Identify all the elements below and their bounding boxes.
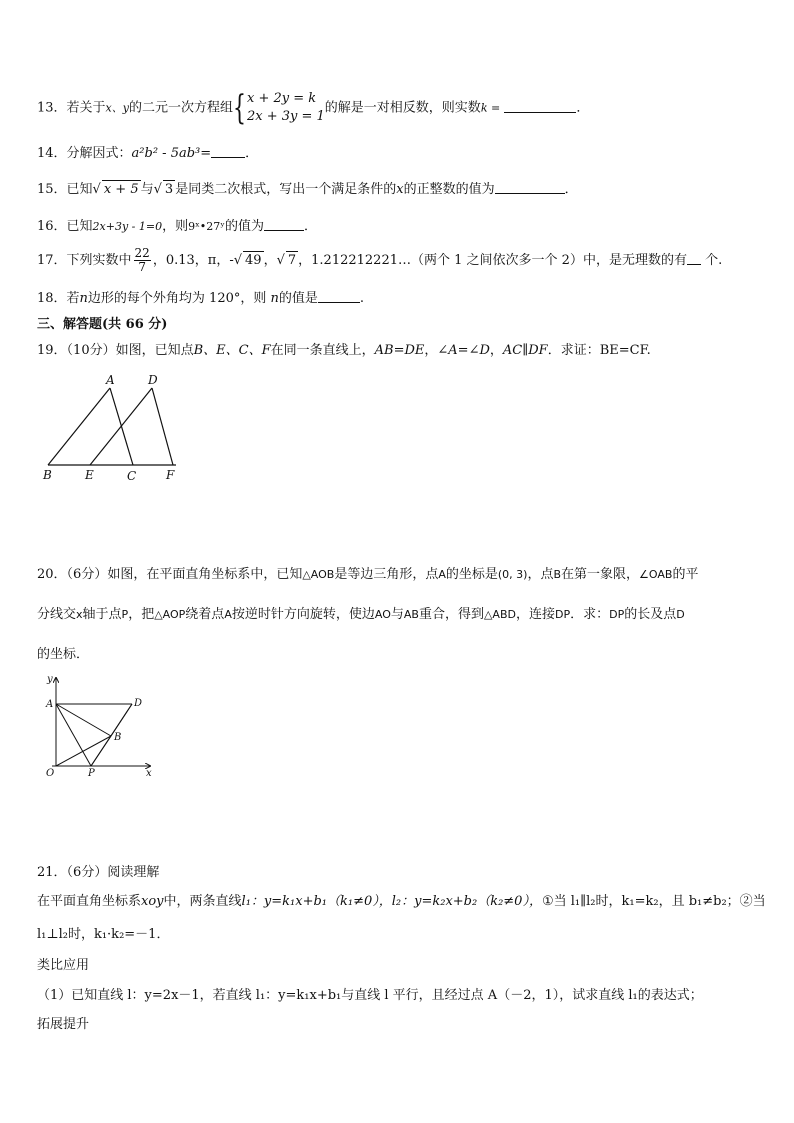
question-17: 17．下列实数中 $\frac{22}{7}$ ，0.13，π，-√ 49 ，√ 7 ，1.212212221…（两个 1 之间依次多一个 2）中，是无理数的有 个. [37,246,723,274]
label-b-fig20: B [114,732,122,743]
q15-radicand-2: 3 [164,182,174,197]
q18-mid: 边形的每个外角均为 120°，则 [87,291,267,306]
q20-text-2c: ，把 [128,607,155,622]
figure-20 [38,672,163,782]
q20-text-2i: ．求： [570,607,610,622]
q20-segment-dp: DP [555,608,571,621]
q15-prefix: 15．已知 [37,182,93,197]
q13-suffix: 的解是一对相反数，则实数 [324,100,481,116]
q15-with: 与 [140,182,154,197]
answer-blank-14[interactable] [211,145,245,158]
q21-text-1a: 在平面直角坐标系 [37,894,142,909]
label-c: C [127,469,137,483]
figure-19 [38,370,188,485]
segment-ob [56,736,111,766]
q18-prefix: 18．若 [37,291,80,306]
q20-coord-a: (0, 3) [497,568,528,581]
q14-equals: = [200,146,212,161]
q16-suffix: 的值为 [224,219,264,234]
q19-prefix: 19．（10分）如图，已知点 [37,343,194,358]
q13-end: ． [576,100,590,116]
q18-var: n [79,291,88,306]
q13-vars: x、y [105,101,129,115]
q20-text-2h: ，连接 [515,607,555,622]
q17-prefix: 17．下列实数中 [37,253,132,268]
q20-point-b: B [553,568,562,581]
q16-prefix: 16．已知 [37,219,93,234]
label-b: B [43,468,52,482]
q21-xoy: xoy [141,894,164,909]
q21-text-1b: 中，两条直线 [163,894,242,909]
q20-text-2f: 与 [390,607,404,622]
q15-var: x [396,182,404,197]
q17-separator: ， [263,253,277,268]
fraction-22-7 [134,247,151,274]
q18-var-2: n [270,291,279,306]
q20-text-1c: 的坐标是 [445,567,498,582]
q20-triangle-aop: △AOP [154,608,186,621]
label-d-fig20: D [134,698,143,709]
question-13 [37,90,589,126]
q19-points: B、E、C、F [193,343,271,358]
q21-text-1c: ①当 l₁∥l₂时，k₁=k₂，且 b₁≠b₂；②当 [541,894,766,909]
question-16 [37,218,317,236]
q20-point-d: D [676,608,685,621]
q20-segment-dp-2: DP [609,608,625,621]
q20-text-2a: 分线交 [37,607,77,622]
sqrt-49: 49 [245,253,262,268]
equation-2: 2x + 3y = 1 [246,109,325,124]
segment-ab [48,388,110,465]
question-21-para-2: l₁⊥l₂时，k₁·k₂=－1． [37,927,170,942]
q20-text-1f: 的平 [672,567,699,582]
q20-text-1e: 在第一象限， [561,567,640,582]
label-o: O [46,768,55,779]
segment-df [152,388,173,465]
label-e: E [85,468,94,482]
question-14 [37,145,258,163]
equation-1: x + 2y = k [246,91,317,106]
segment-ab-fig [56,704,111,736]
q19-condition-2: ∠A=∠D [437,343,490,358]
q14-expression: a²b² - 5ab³ [131,146,201,161]
q20-segment-ao: AO [374,608,391,621]
q20-point-a: A [438,568,446,581]
q14-end: ． [245,146,259,161]
q20-text-2b: 轴于点 [82,607,122,622]
label-y: y [47,674,53,685]
equation-system: { x + 2y = k 2x + 3y = 1 [232,88,325,128]
label-f: F [166,468,175,482]
q20-text-2g: 重合，得到 [418,607,484,622]
q15-middle: 是同类二次根式，写出一个满足条件的 [175,182,397,197]
answer-blank-17[interactable] [687,252,701,265]
question-21-para-1 [37,893,766,911]
q20-text-1b: 是等边三角形，点 [334,567,439,582]
q20-text-2j: 的长及点 [624,607,677,622]
q20-segment-ab: AB [403,608,419,621]
q19-sep-1: ， [424,343,438,358]
sqrt-7: 7 [287,253,297,268]
q20-triangle-aob: △AOB [302,568,335,581]
q20-triangle-abd: △ABD [483,608,516,621]
analog-heading: 类比应用 [37,958,90,973]
q21-line-definitions: l₁：y=k₁x+b₁（k₁≠0），l₂：y=k₂x+b₂（k₂≠0）， [241,894,542,909]
q16-equation: 2x+3y - 1=0 [92,220,163,233]
question-21-item-1: （1）已知直线 l：y=2x－1，若直线 l₁：y=k₁x+b₁与直线 l 平行，且经过点 A（－2，1），试求直线 l₁的表达式； [37,988,703,1003]
question-21-title: 21．（6分）阅读理解 [37,865,160,880]
section-heading: 三、解答题(共 66 分) [37,317,168,332]
label-p: P [88,768,95,779]
q15-radicand-1: x + 5 [103,182,139,197]
q20-text-1a: 20．（6分）如图，在平面直角坐标系中，已知 [37,567,303,582]
label-x: x [146,768,152,779]
q19-mid: 在同一条直线上， [270,343,375,358]
q20-angle-oab: ∠OAB [639,568,673,581]
fraction-denominator: 7 [138,260,146,274]
q19-prove: ．求证：BE=CF. [547,343,651,358]
q20-axis-x: x [76,608,83,621]
q19-condition-3: AC∥DF [502,343,548,358]
q18-suffix: 的值是 [278,291,318,306]
q15-end: ． [564,182,578,197]
q13-prefix: 13．若关于 [37,100,106,116]
label-a: A [106,373,115,387]
fraction-numerator: 22 [134,246,150,260]
extend-heading: 拓展提升 [37,1017,90,1032]
q17-end: 个. [705,253,723,268]
question-20-line-2 [37,606,685,624]
q20-point-a-2: A [224,608,232,621]
label-a-fig20: A [46,699,54,710]
q16-mid: ，则 [162,219,189,234]
segment-ed [90,388,152,465]
q14-prefix: 14．分解因式： [37,146,132,161]
q19-condition-1: AB=DE [374,343,425,358]
answer-blank-15[interactable] [495,181,565,194]
label-d: D [148,373,158,387]
q15-suffix: 的正整数的值为 [403,182,495,197]
q16-expression: 9ˣ•27ʸ [188,220,225,233]
q17-list-1: ，0.13，π，- [152,253,234,268]
question-15: 15．已知√ x + 5 与√ 3 是同类二次根式，写出一个满足条件的x的正整数的值为 ． [37,182,578,197]
q19-sep-2: ， [489,343,503,358]
q20-text-1d: ，点 [527,567,554,582]
q16-end: ． [303,219,317,234]
q20-text-2e: 按逆时针方向旋转，使边 [231,607,375,622]
answer-blank-16[interactable] [264,218,304,231]
q13-k-label: k = [480,101,501,115]
q20-point-p: P [121,608,129,621]
answer-blank-18[interactable] [318,290,360,303]
q17-list-2: ，1.212212221…（两个 1 之间依次多一个 2）中，是无理数的有 [298,253,687,268]
question-20-line-3: 的坐标． [37,647,90,662]
answer-blank-13[interactable] [504,100,576,113]
q13-mid: 的二元一次方程组 [128,100,233,116]
q20-text-2d: 绕着点 [185,607,225,622]
question-20-line-1 [37,566,698,584]
question-19 [37,342,651,360]
q18-end: . [359,291,365,306]
question-18 [37,290,364,308]
segment-pb [91,736,111,766]
